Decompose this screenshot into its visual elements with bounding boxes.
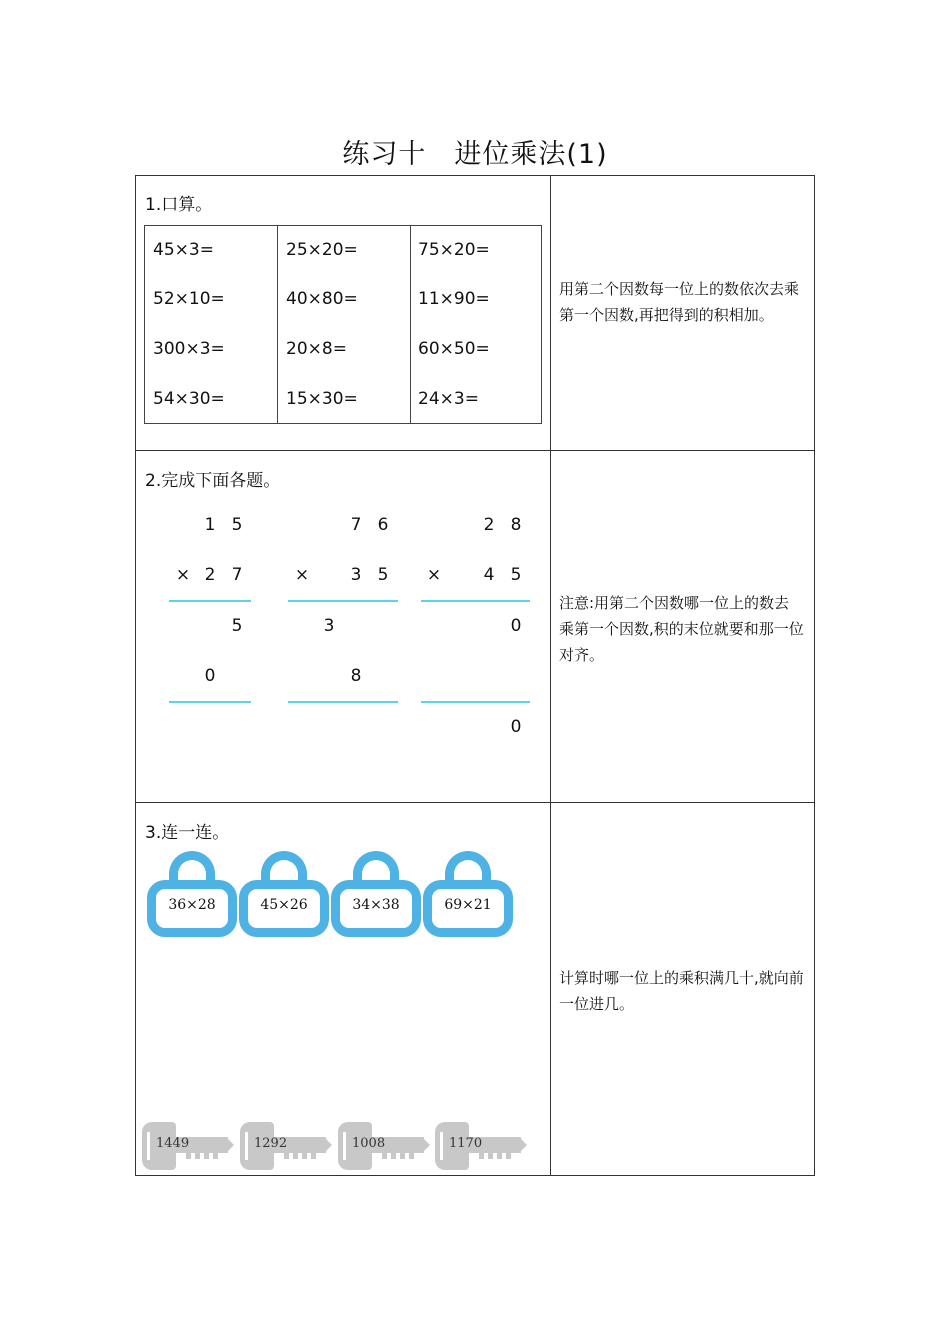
- row-divider-1: [135, 450, 815, 451]
- q1-expr: 75×20=: [418, 240, 490, 260]
- digit: 3: [350, 565, 362, 585]
- q1-expr: 45×3=: [153, 240, 214, 260]
- key-label: 1292: [254, 1136, 288, 1151]
- digit: 1: [204, 515, 216, 535]
- digit: 7: [231, 565, 243, 585]
- digit: 5: [231, 616, 243, 636]
- key-tip: [422, 1137, 430, 1153]
- digit: 0: [204, 666, 216, 686]
- q1-expr: 54×30=: [153, 389, 225, 409]
- lock-label: 69×21: [444, 897, 492, 913]
- q1-expr: 20×8=: [286, 339, 347, 359]
- lock-icon[interactable]: [239, 851, 329, 941]
- digit: 2: [483, 515, 495, 535]
- digit: 3: [323, 616, 335, 636]
- q3-tip: 计算时哪一位上的乘积满几十,就向前一位进几。: [559, 969, 804, 1013]
- key-slot: [343, 1132, 346, 1160]
- q3-label: 3.连一连。: [145, 823, 230, 843]
- lock-label: 45×26: [260, 897, 308, 913]
- digit: 6: [377, 515, 389, 535]
- digit: 5: [510, 565, 522, 585]
- key-teeth: [186, 1153, 220, 1159]
- key-slot: [245, 1132, 248, 1160]
- lock-icon[interactable]: [147, 851, 237, 941]
- row-divider-2: [135, 802, 815, 803]
- q1-tip: 用第二个因数每一位上的数依次去乘第一个因数,再把得到的积相加。: [559, 280, 800, 324]
- key-label: 1449: [156, 1136, 190, 1151]
- key-icon[interactable]: [240, 1122, 332, 1170]
- key-tip: [226, 1137, 234, 1153]
- key-teeth: [479, 1153, 513, 1159]
- digit: 8: [350, 666, 362, 686]
- q1-expr: 25×20=: [286, 240, 358, 260]
- digit: 4: [483, 565, 495, 585]
- q1-expr: 15×30=: [286, 389, 358, 409]
- digit: 8: [510, 515, 522, 535]
- q1-expr: 11×90=: [418, 289, 490, 309]
- q1-expr: 24×3=: [418, 389, 479, 409]
- key-slot: [147, 1132, 150, 1160]
- digit: 0: [510, 616, 522, 636]
- key-tip: [519, 1137, 527, 1153]
- times-sign: ×: [294, 565, 310, 585]
- lock-icon[interactable]: [331, 851, 421, 941]
- grid-col-divider: [277, 226, 278, 423]
- answer-line: [421, 600, 530, 602]
- answer-line: [169, 600, 251, 602]
- q1-label: 1.口算。: [145, 195, 213, 215]
- grid-col-divider: [410, 226, 411, 423]
- lock-label: 36×28: [168, 897, 216, 913]
- title-main: 练习十: [342, 139, 427, 170]
- answer-line: [288, 600, 398, 602]
- key-icon[interactable]: [142, 1122, 234, 1170]
- key-icon[interactable]: [435, 1122, 527, 1170]
- key-teeth: [382, 1153, 416, 1159]
- q2-tip: 注意:用第二个因数哪一位上的数去乘第一个因数,积的末位就要和那一位对齐。: [559, 594, 804, 664]
- digit: 0: [510, 717, 522, 737]
- q1-expr: 52×10=: [153, 289, 225, 309]
- q2-label: 2.完成下面各题。: [145, 471, 281, 491]
- answer-line: [169, 701, 251, 703]
- times-sign: ×: [426, 565, 442, 585]
- key-label: 1170: [449, 1136, 483, 1151]
- answer-line: [288, 701, 398, 703]
- times-sign: ×: [175, 565, 191, 585]
- key-slot: [440, 1132, 443, 1160]
- key-teeth: [284, 1153, 318, 1159]
- title-sub: 进位乘法(1): [454, 139, 608, 170]
- key-icon[interactable]: [338, 1122, 430, 1170]
- q1-expr: 60×50=: [418, 339, 490, 359]
- key-label: 1008: [352, 1136, 386, 1151]
- digit: 5: [377, 565, 389, 585]
- lock-label: 34×38: [352, 897, 400, 913]
- key-tip: [324, 1137, 332, 1153]
- q1-expr: 300×3=: [153, 339, 225, 359]
- page-title: [0, 132, 950, 171]
- digit: 5: [231, 515, 243, 535]
- column-divider: [550, 175, 551, 1176]
- digit: 7: [350, 515, 362, 535]
- q1-expr: 40×80=: [286, 289, 358, 309]
- lock-icon[interactable]: [423, 851, 513, 941]
- answer-line: [421, 701, 530, 703]
- digit: 2: [204, 565, 216, 585]
